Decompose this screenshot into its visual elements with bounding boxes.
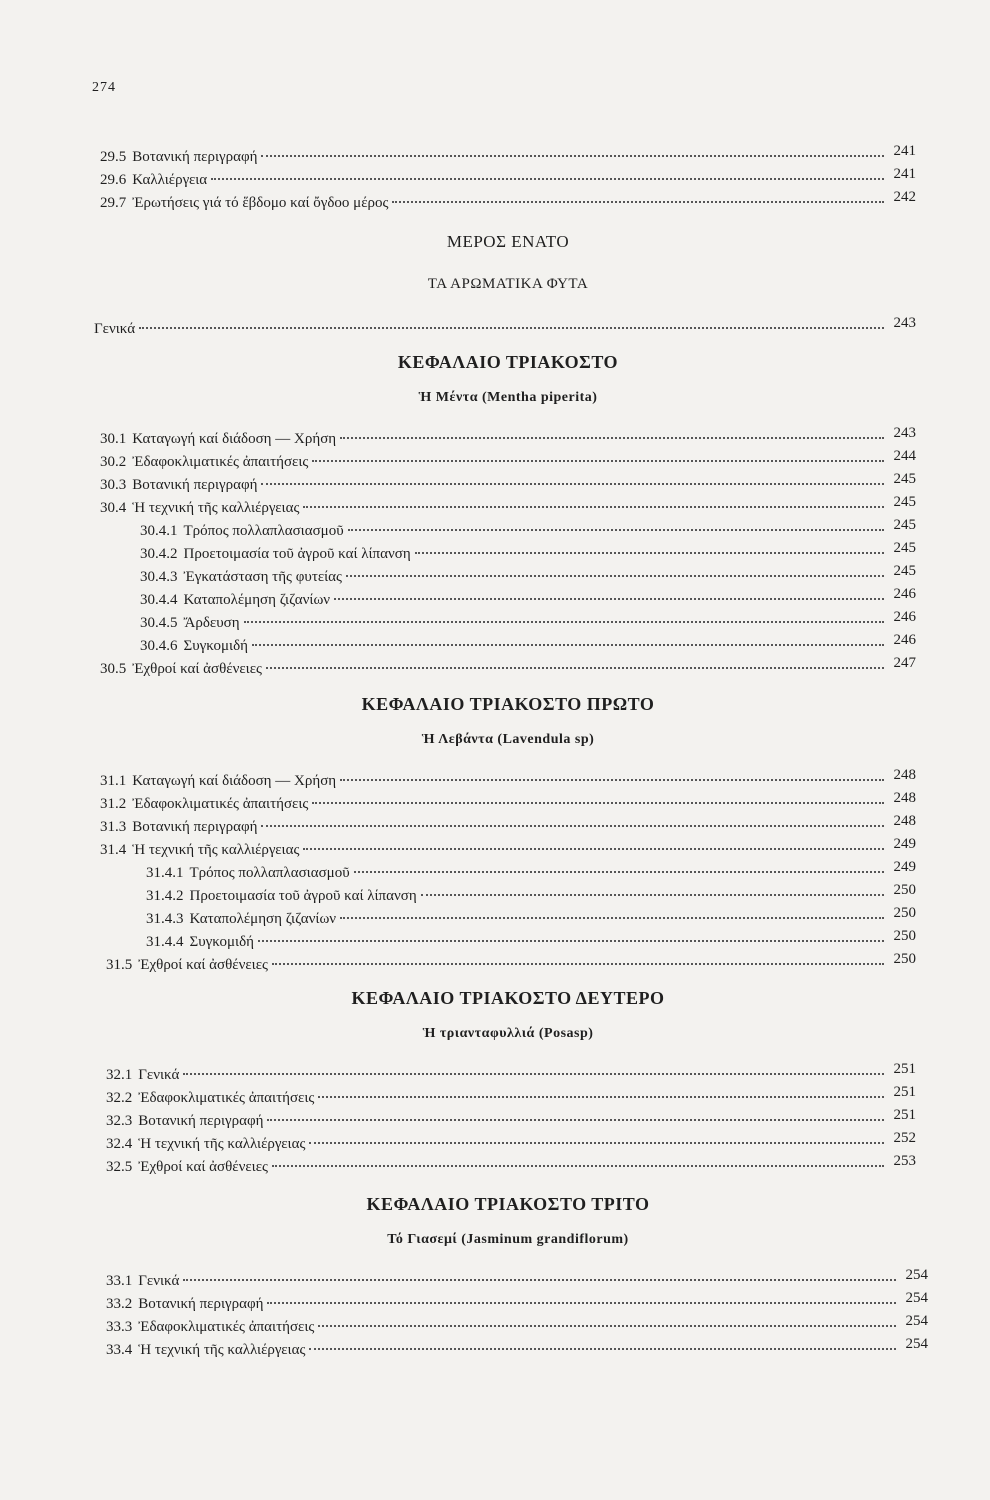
leader-dots bbox=[244, 621, 884, 623]
entry-page: 250 bbox=[893, 951, 916, 967]
entry-page: 248 bbox=[893, 813, 916, 829]
entry-title: Καταπολέμηση ζιζανίων bbox=[189, 911, 337, 927]
part-subtitle: ΤΑ ΑΡΩΜΑΤΙΚΑ ΦΥΤΑ bbox=[427, 276, 589, 292]
leader-dots bbox=[183, 1073, 884, 1075]
leader-dots bbox=[303, 848, 884, 850]
entry-page: 250 bbox=[893, 905, 916, 921]
toc-entry bbox=[100, 448, 916, 473]
toc-entry bbox=[100, 655, 916, 680]
entry-number: 29.6 bbox=[100, 172, 127, 188]
entry-title: Συγκομιδή bbox=[183, 638, 249, 654]
toc-subentry bbox=[140, 563, 916, 588]
entry-page: 250 bbox=[893, 882, 916, 898]
toc-entry bbox=[100, 790, 916, 815]
toc-subentry bbox=[140, 586, 916, 611]
entry-page: 254 bbox=[905, 1267, 928, 1283]
part-title: ΜΕΡΟΣ ΕΝΑΤΟ bbox=[446, 232, 570, 251]
entry-page: 242 bbox=[893, 189, 916, 205]
toc-entry bbox=[100, 494, 916, 519]
leader-dots bbox=[340, 917, 884, 919]
toc-subentry bbox=[146, 928, 916, 953]
entry-number: 30.4 bbox=[100, 500, 127, 516]
toc-entry bbox=[106, 1267, 928, 1292]
leader-dots bbox=[267, 1302, 896, 1304]
entry-title: Ἐγκατάσταση τῆς φυτείας bbox=[183, 569, 342, 585]
entry-number: 33.1 bbox=[106, 1273, 133, 1289]
entry-number: 30.4.4 bbox=[140, 592, 178, 608]
leader-dots bbox=[258, 940, 884, 942]
leader-dots bbox=[392, 201, 884, 203]
leader-dots bbox=[415, 552, 884, 554]
leader-dots bbox=[266, 667, 884, 669]
entry-number: 32.2 bbox=[106, 1090, 133, 1106]
entry-number: 33.4 bbox=[106, 1342, 133, 1358]
entry-page: 246 bbox=[893, 586, 916, 602]
toc-subentry bbox=[146, 882, 916, 907]
entry-title: Βοτανική περιγραφή bbox=[138, 1296, 264, 1312]
leader-dots bbox=[346, 575, 884, 577]
entry-page: 241 bbox=[893, 166, 916, 182]
entry-number: 30.4.1 bbox=[140, 523, 178, 539]
entry-number: 30.4.2 bbox=[140, 546, 178, 562]
entry-title: Βοτανική περιγραφή bbox=[132, 149, 258, 165]
chapter-plant: Τό Γιασεμί (Jasminum grandiflorum) bbox=[387, 1232, 629, 1247]
toc-entry bbox=[100, 189, 916, 214]
toc-subentry bbox=[140, 632, 916, 657]
leader-dots bbox=[272, 963, 884, 965]
toc-entry bbox=[100, 166, 916, 191]
entry-number: 32.4 bbox=[106, 1136, 133, 1152]
entry-number: 31.1 bbox=[100, 773, 127, 789]
entry-title: Ἐρωτήσεις γιά τό ἕβδομο καί ὄγδοο μέρος bbox=[132, 195, 389, 211]
entry-page: 245 bbox=[893, 471, 916, 487]
entry-page: 254 bbox=[905, 1313, 928, 1329]
leader-dots bbox=[303, 506, 884, 508]
chapter-title: ΚΕΦΑΛΑΙΟ ΤΡΙΑΚΟΣΤΟ ΔΕΥΤΕΡΟ bbox=[351, 988, 665, 1008]
toc-subentry bbox=[140, 540, 916, 565]
entry-title: Προετοιμασία τοῦ ἀγροῦ καί λίπανση bbox=[183, 546, 411, 562]
entry-title: Ἐχθροί καί ἀσθένειες bbox=[138, 1159, 268, 1175]
page-number: 274 bbox=[92, 80, 116, 95]
leader-dots bbox=[309, 1142, 884, 1144]
leader-dots bbox=[312, 460, 884, 462]
entry-title: Ἄρδευση bbox=[183, 615, 240, 631]
entry-number: 30.3 bbox=[100, 477, 127, 493]
entry-number: 31.2 bbox=[100, 796, 127, 812]
entry-number: 29.7 bbox=[100, 195, 127, 211]
toc-entry bbox=[100, 471, 916, 496]
leader-dots bbox=[261, 483, 884, 485]
leader-dots bbox=[183, 1279, 896, 1281]
entry-title: Ἐχθροί καί ἀσθένειες bbox=[138, 957, 268, 973]
entry-number: 31.4.4 bbox=[146, 934, 184, 950]
leader-dots bbox=[318, 1096, 884, 1098]
chapter-plant: Ἡ Λεβάντα (Lavendula sp) bbox=[421, 732, 595, 747]
entry-number: 30.5 bbox=[100, 661, 127, 677]
toc-entry bbox=[106, 1107, 916, 1132]
entry-page: 244 bbox=[893, 448, 916, 464]
entry-number: 32.1 bbox=[106, 1067, 133, 1083]
leader-dots bbox=[318, 1325, 896, 1327]
entry-page: 249 bbox=[893, 859, 916, 875]
entry-page: 247 bbox=[893, 655, 916, 671]
leader-dots bbox=[252, 644, 884, 646]
toc-subentry bbox=[146, 859, 916, 884]
toc-subentry bbox=[140, 609, 916, 634]
entry-page: 243 bbox=[893, 425, 916, 441]
entry-title: Προετοιμασία τοῦ ἀγροῦ καί λίπανση bbox=[189, 888, 417, 904]
leader-dots bbox=[272, 1165, 884, 1167]
toc-entry bbox=[100, 425, 916, 450]
entry-page: 245 bbox=[893, 540, 916, 556]
entry-title: Γενικά bbox=[138, 1273, 180, 1289]
entry-number: 33.2 bbox=[106, 1296, 133, 1312]
toc-entry bbox=[106, 1130, 916, 1155]
toc-entry bbox=[106, 1336, 928, 1361]
entry-title: Καταπολέμηση ζιζανίων bbox=[183, 592, 331, 608]
entry-number: 31.4.3 bbox=[146, 911, 184, 927]
entry-title: Καλλιέργεια bbox=[132, 172, 208, 188]
toc-entry bbox=[100, 836, 916, 861]
entry-number: 31.4.1 bbox=[146, 865, 184, 881]
entry-title: Ἡ τεχνική τῆς καλλιέργειας bbox=[132, 842, 300, 858]
toc-entry bbox=[106, 1153, 916, 1178]
chapter-title: ΚΕΦΑΛΑΙΟ ΤΡΙΑΚΟΣΤΟ bbox=[397, 352, 619, 372]
toc-entry bbox=[106, 1084, 916, 1109]
entry-title: Ἡ τεχνική τῆς καλλιέργειας bbox=[138, 1136, 306, 1152]
entry-number: 31.5 bbox=[106, 957, 133, 973]
entry-title: Τρόπος πολλαπλασιασμοῦ bbox=[189, 865, 350, 881]
entry-page: 251 bbox=[893, 1107, 916, 1123]
entry-page: 246 bbox=[893, 632, 916, 648]
entry-title: Ἐδαφοκλιματικές ἀπαιτήσεις bbox=[138, 1090, 315, 1106]
toc-entry-general bbox=[94, 315, 916, 340]
toc-entry bbox=[106, 1290, 928, 1315]
entry-page: 248 bbox=[893, 767, 916, 783]
toc-subentry bbox=[140, 517, 916, 542]
entry-title: Βοτανική περιγραφή bbox=[132, 477, 258, 493]
entry-page: 253 bbox=[893, 1153, 916, 1169]
entry-number: 32.5 bbox=[106, 1159, 133, 1175]
entry-page: 252 bbox=[893, 1130, 916, 1146]
toc-entry bbox=[106, 1061, 916, 1086]
entry-title: Ἐδαφοκλιματικές ἀπαιτήσεις bbox=[138, 1319, 315, 1335]
entry-page: 250 bbox=[893, 928, 916, 944]
entry-number: 33.3 bbox=[106, 1319, 133, 1335]
leader-dots bbox=[267, 1119, 884, 1121]
toc-entry bbox=[106, 951, 916, 976]
entry-page: 246 bbox=[893, 609, 916, 625]
entry-page: 254 bbox=[905, 1336, 928, 1352]
entry-number: 30.2 bbox=[100, 454, 127, 470]
entry-title: Βοτανική περιγραφή bbox=[138, 1113, 264, 1129]
entry-title: Καταγωγή καί διάδοση — Χρήση bbox=[132, 431, 337, 447]
leader-dots bbox=[340, 437, 884, 439]
chapter-title: ΚΕΦΑΛΑΙΟ ΤΡΙΑΚΟΣΤΟ ΤΡΙΤΟ bbox=[366, 1194, 650, 1214]
entry-title: Γενικά bbox=[94, 321, 136, 337]
toc-entry bbox=[106, 1313, 928, 1338]
leader-dots bbox=[312, 802, 884, 804]
entry-page: 245 bbox=[893, 517, 916, 533]
leader-dots bbox=[139, 327, 884, 329]
entry-title: Ἡ τεχνική τῆς καλλιέργειας bbox=[138, 1342, 306, 1358]
leader-dots bbox=[261, 825, 884, 827]
entry-number: 31.4.2 bbox=[146, 888, 184, 904]
entry-number: 30.1 bbox=[100, 431, 127, 447]
entry-title: Ἐχθροί καί ἀσθένειες bbox=[132, 661, 262, 677]
entry-number: 30.4.5 bbox=[140, 615, 178, 631]
entry-title: Ἡ τεχνική τῆς καλλιέργειας bbox=[132, 500, 300, 516]
entry-page: 241 bbox=[893, 143, 916, 159]
leader-dots bbox=[340, 779, 884, 781]
entry-number: 32.3 bbox=[106, 1113, 133, 1129]
leader-dots bbox=[354, 871, 884, 873]
entry-title: Γενικά bbox=[138, 1067, 180, 1083]
entry-number: 31.4 bbox=[100, 842, 127, 858]
entry-title: Καταγωγή καί διάδοση — Χρήση bbox=[132, 773, 337, 789]
chapter-plant: Ἡ τριανταφυλλιά (Posasp) bbox=[422, 1026, 594, 1041]
entry-title: Τρόπος πολλαπλασιασμοῦ bbox=[183, 523, 344, 539]
chapter-title: ΚΕΦΑΛΑΙΟ ΤΡΙΑΚΟΣΤΟ ΠΡΩΤΟ bbox=[361, 694, 655, 714]
toc-entry bbox=[100, 143, 916, 168]
entry-page: 249 bbox=[893, 836, 916, 852]
leader-dots bbox=[309, 1348, 896, 1350]
entry-number: 30.4.6 bbox=[140, 638, 178, 654]
entry-number: 29.5 bbox=[100, 149, 127, 165]
entry-page: 245 bbox=[893, 563, 916, 579]
entry-page: 251 bbox=[893, 1061, 916, 1077]
toc-entry bbox=[100, 813, 916, 838]
entry-title: Ἐδαφοκλιματικές ἀπαιτήσεις bbox=[132, 454, 309, 470]
entry-title: Βοτανική περιγραφή bbox=[132, 819, 258, 835]
entry-title: Συγκομιδή bbox=[189, 934, 255, 950]
chapter-plant: Ἡ Μέντα (Mentha piperita) bbox=[418, 390, 598, 405]
entry-page: 248 bbox=[893, 790, 916, 806]
leader-dots bbox=[348, 529, 884, 531]
toc-entry bbox=[100, 767, 916, 792]
entry-title: Ἐδαφοκλιματικές ἀπαιτήσεις bbox=[132, 796, 309, 812]
entry-number: 31.3 bbox=[100, 819, 127, 835]
leader-dots bbox=[334, 598, 884, 600]
leader-dots bbox=[211, 178, 884, 180]
entry-number: 30.4.3 bbox=[140, 569, 178, 585]
entry-page: 243 bbox=[893, 315, 916, 331]
toc-subentry bbox=[146, 905, 916, 930]
entry-page: 251 bbox=[893, 1084, 916, 1100]
entry-page: 254 bbox=[905, 1290, 928, 1306]
leader-dots bbox=[421, 894, 884, 896]
entry-page: 245 bbox=[893, 494, 916, 510]
leader-dots bbox=[261, 155, 884, 157]
